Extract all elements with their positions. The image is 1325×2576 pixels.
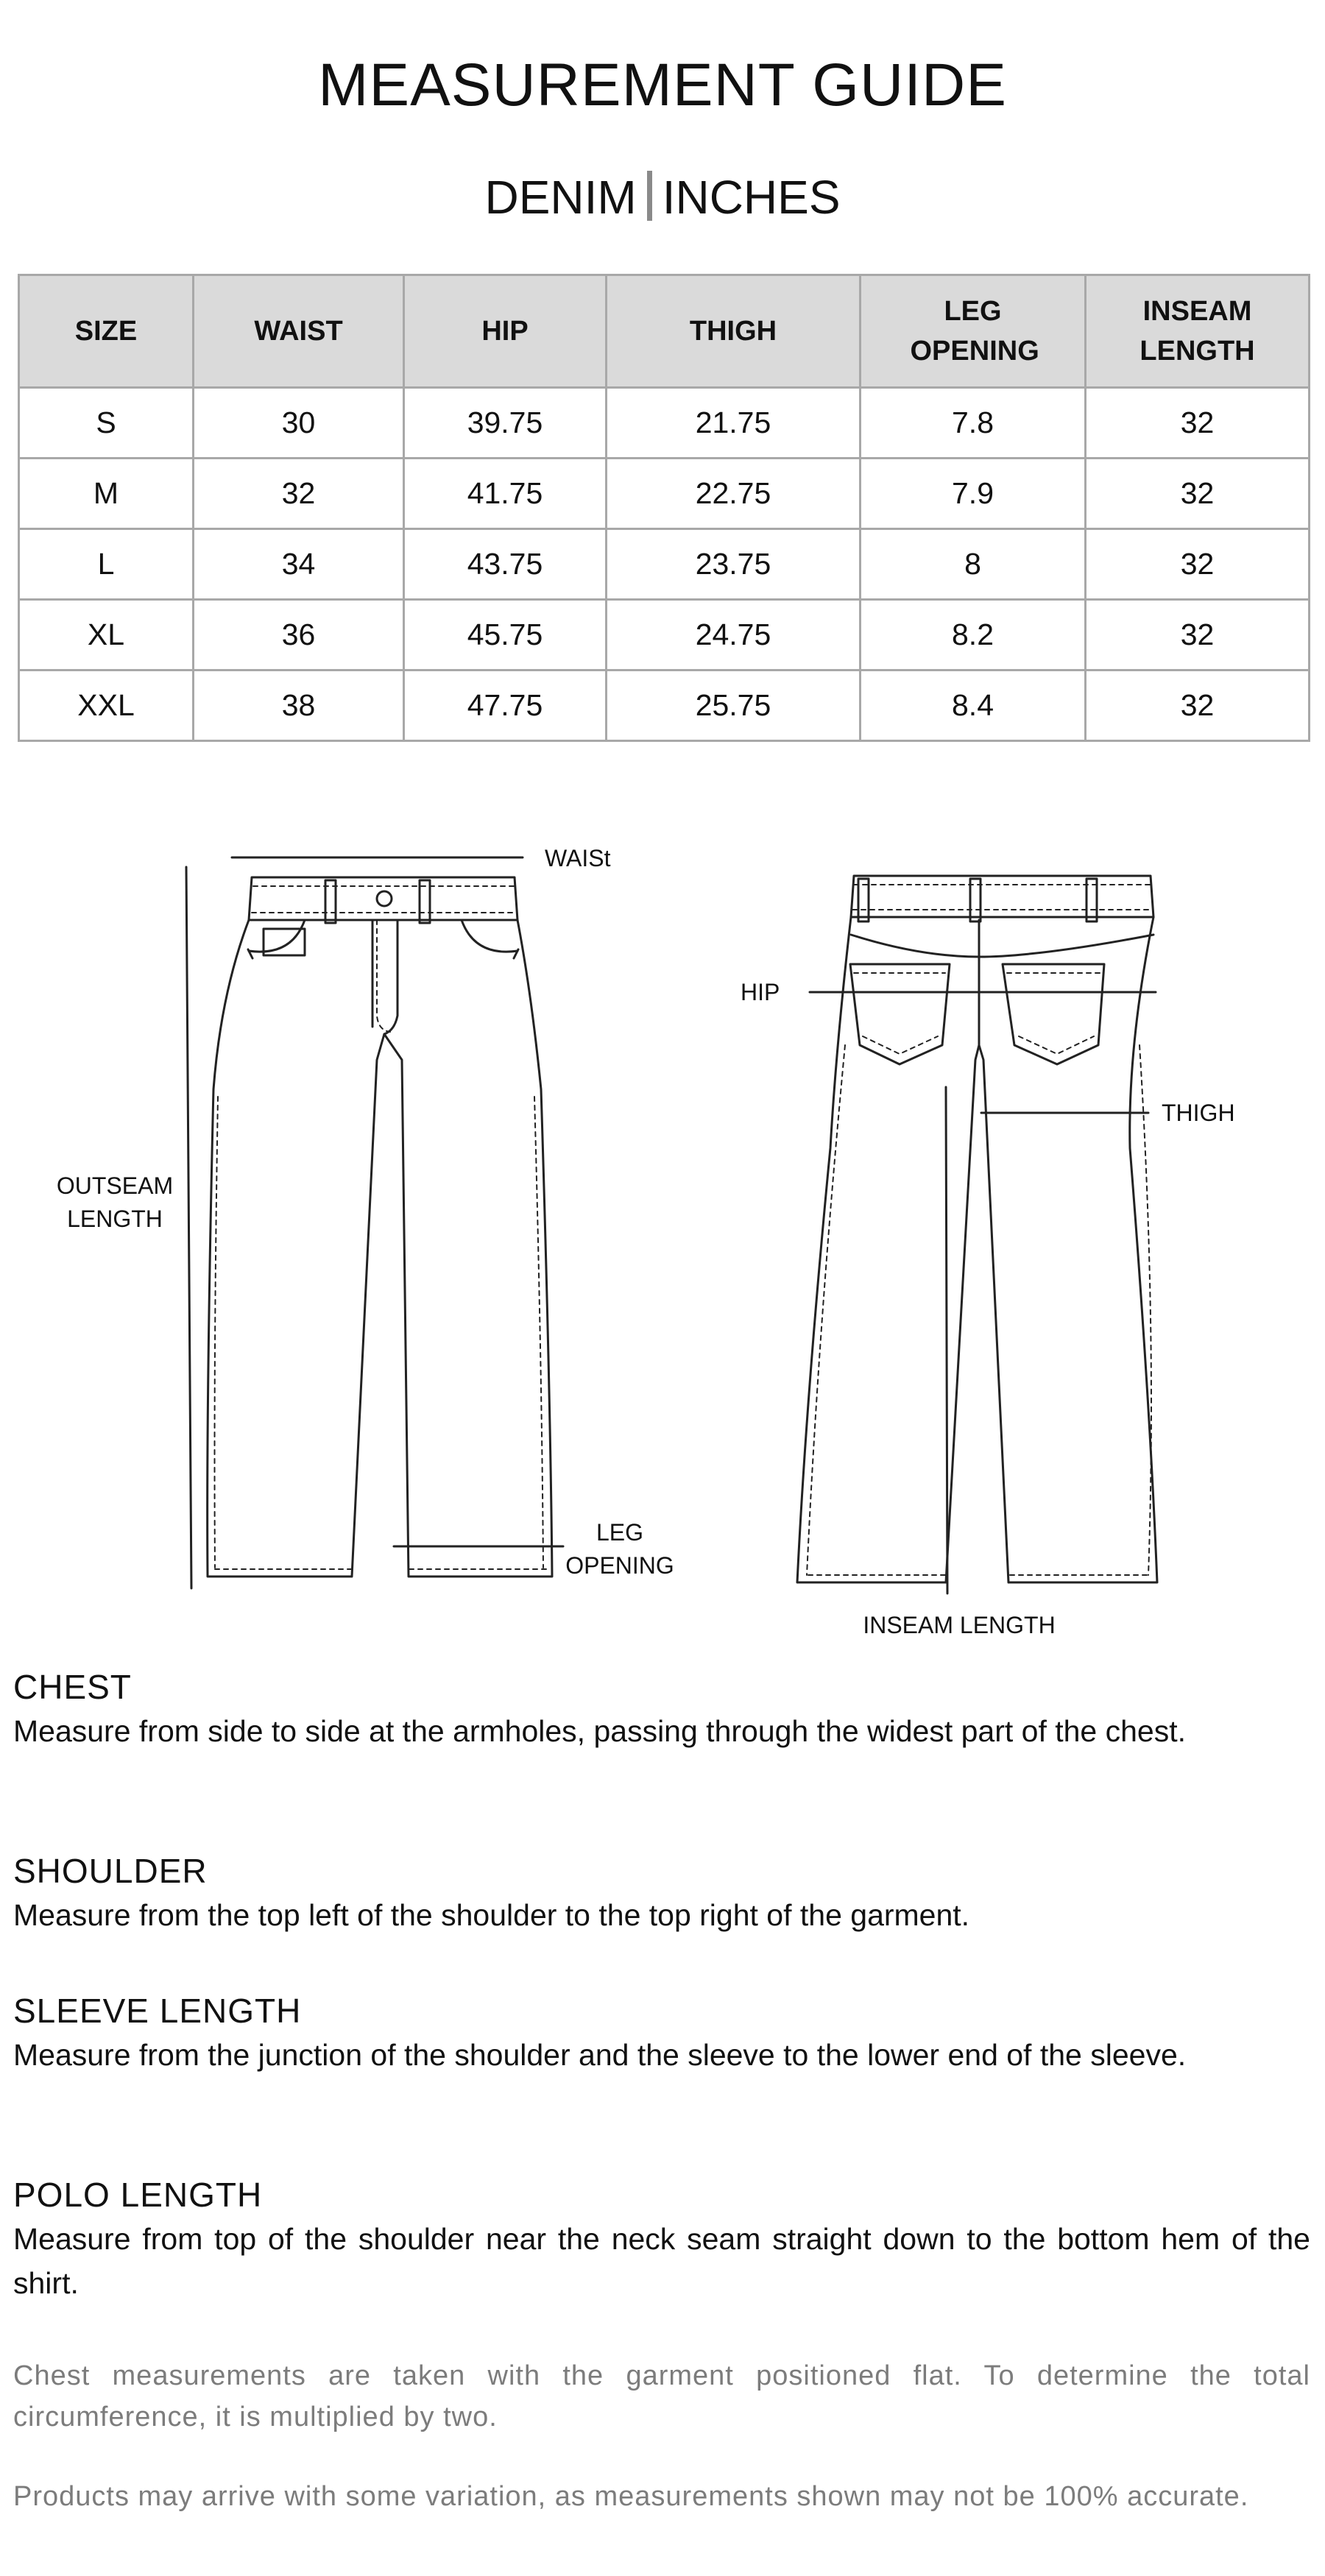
table-cell: 45.75 (404, 600, 607, 670)
table-cell: 8 (861, 529, 1086, 600)
table-cell: 23.75 (607, 529, 861, 600)
table-cell: 43.75 (404, 529, 607, 600)
outseam-measure-line (186, 867, 191, 1588)
section-heading: SLEEVE LENGTH (13, 1992, 302, 2030)
section-heading: CHEST (13, 1668, 132, 1706)
inseam-measure-line (946, 1087, 947, 1593)
table-cell: 22.75 (607, 459, 861, 529)
table-cell: 34 (194, 529, 404, 600)
table-row (19, 529, 1310, 600)
table-cell: 7.9 (861, 459, 1086, 529)
table-cell: 41.75 (404, 459, 607, 529)
flat-measurement-note: Chest measurements are taken with the garment positioned flat. To determine the total circumference, it is multiplied by two. (13, 2360, 1310, 2432)
leg-opening-label-line1: LEG (596, 1519, 644, 1546)
polo-length-section (13, 2173, 1310, 2305)
table-cell: 24.75 (607, 600, 861, 670)
table-header-row (19, 275, 1310, 388)
column-header-leg-opening-text: LEG OPENING (910, 296, 1039, 367)
section-body: Measure from top of the shoulder near the neck seam straight down to the bottom hem of the shirt. (13, 2222, 1310, 2300)
sleeve-length-section (13, 1989, 1310, 2077)
column-header-hip: HIP (404, 275, 607, 388)
outseam-label-line1: OUTSEAM (56, 1172, 174, 1199)
column-header-size: SIZE (19, 275, 194, 388)
table-row (19, 600, 1310, 670)
subtitle-divider (647, 171, 652, 221)
chest-section (13, 1665, 1310, 1753)
front-jeans-illustration (208, 877, 552, 1577)
column-header-inseam-length (1086, 275, 1310, 388)
inseam-label: INSEAM LENGTH (863, 1612, 1056, 1638)
column-header-thigh: THIGH (607, 275, 861, 388)
size-chart-table (18, 274, 1310, 742)
table-cell: S (19, 388, 194, 459)
page-title: MEASUREMENT GUIDE (318, 52, 1007, 118)
section-body: Measure from the junction of the shoulder and the sleeve to the lower end of the sleeve. (13, 2038, 1187, 2072)
table-cell: XXL (19, 670, 194, 741)
table-cell: 30 (194, 388, 404, 459)
column-header-leg-opening (861, 275, 1086, 388)
column-header-inseam-length-text: INSEAM LENGTH (1140, 296, 1255, 367)
category-label: DENIM (484, 171, 637, 224)
section-heading: POLO LENGTH (13, 2176, 263, 2214)
table-cell: 32 (1086, 459, 1310, 529)
table-cell: M (19, 459, 194, 529)
section-body: Measure from side to side at the armholes, passing through the widest part of the chest. (13, 1714, 1187, 1748)
table-cell: 21.75 (607, 388, 861, 459)
measurement-diagram (0, 795, 1325, 1649)
table-cell: 36 (194, 600, 404, 670)
table-cell: 8.4 (861, 670, 1086, 741)
table-cell: XL (19, 600, 194, 670)
table-row (19, 670, 1310, 741)
table-cell: 32 (1086, 388, 1310, 459)
section-body: Measure from the top left of the shoulder to the top right of the garment. (13, 1898, 970, 1932)
table-cell: 38 (194, 670, 404, 741)
shoulder-section (13, 1849, 1310, 1937)
table-row (19, 388, 1310, 459)
table-cell: 7.8 (861, 388, 1086, 459)
table-cell: 32 (1086, 670, 1310, 741)
table-cell: 25.75 (607, 670, 861, 741)
column-header-waist: WAIST (194, 275, 404, 388)
outseam-label-line2: LENGTH (67, 1206, 163, 1232)
table-row (19, 459, 1310, 529)
table-cell: 32 (194, 459, 404, 529)
hip-label: HIP (741, 979, 780, 1005)
unit-subtitle (0, 160, 1325, 234)
table-cell: 32 (1086, 600, 1310, 670)
table-cell: 39.75 (404, 388, 607, 459)
table-cell: 8.2 (861, 600, 1086, 670)
table-cell: 32 (1086, 529, 1310, 600)
waist-label: WAISt (545, 845, 611, 871)
back-jeans-illustration (797, 876, 1157, 1582)
section-heading: SHOULDER (13, 1852, 208, 1890)
leg-opening-label-line2: OPENING (565, 1552, 674, 1579)
unit-label: INCHES (662, 171, 841, 224)
table-cell: 47.75 (404, 670, 607, 741)
table-cell: L (19, 529, 194, 600)
thigh-label: THIGH (1162, 1100, 1235, 1126)
variation-disclaimer: Products may arrive with some variation, as measurements shown may not be 100% accurate. (13, 2481, 1249, 2512)
